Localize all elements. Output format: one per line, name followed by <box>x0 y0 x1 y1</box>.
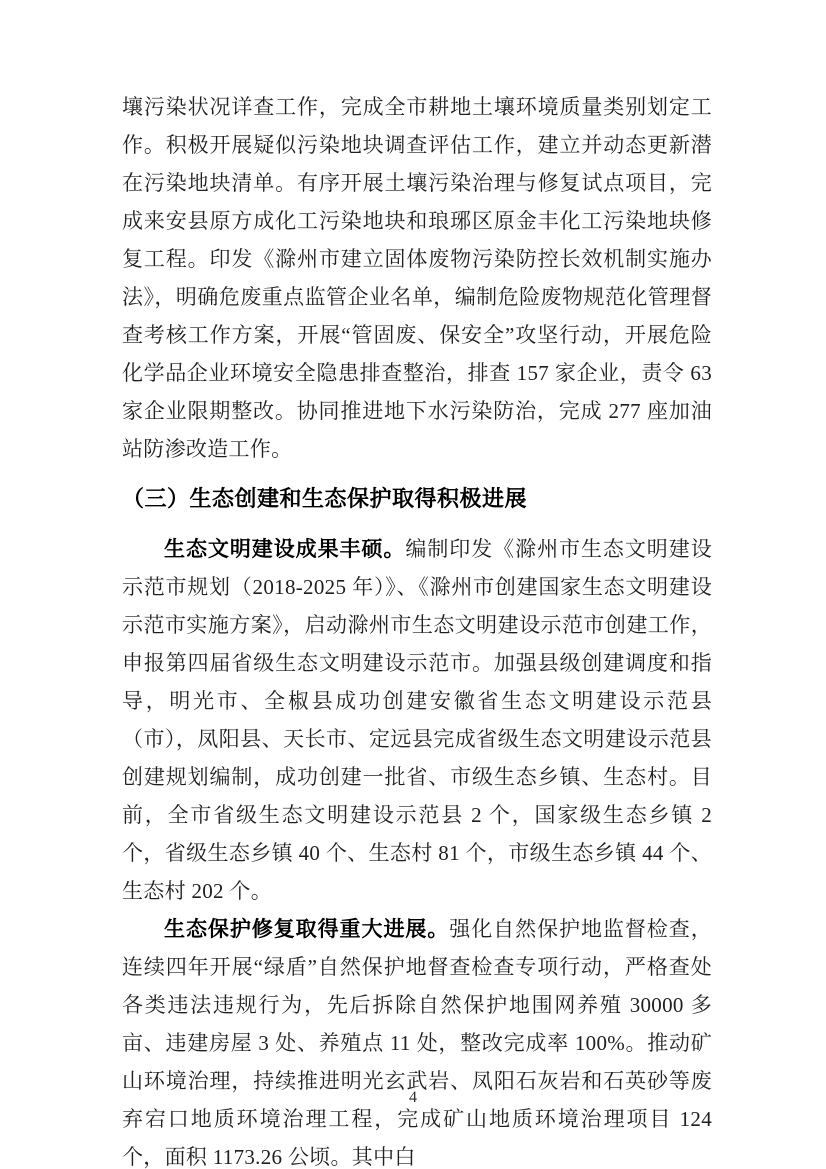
paragraph-soil-pollution-continued: 壤污染状况详查工作，完成全市耕地土壤环境质量类别划定工作。积极开展疑似污染地块调查评估工作，建立并动态更新潜在污染地块清单。有序开展土壤污染治理与修复试点项目，完成来安县原方成化工污染地块和琅琊区原金丰化工污染地块修复工程。印发《滁州市建立固体废物污染防控长效机制实施办法》，明确危废重点监管企业名单，编制危险废物规范化管理督查考核工作方案，开展“管固废、保安全”攻坚行动，开展危险化学品企业环境安全隐患排查整治，排查 157 家企业，责令 63 家企业限期整改。协同推进地下水污染防治，完成 277 座加油站防渗改造工作。 <box>122 95 712 461</box>
paragraph-lead-eco-civilization: 生态文明建设成果丰硕。 <box>164 537 406 561</box>
document-content <box>122 88 712 1169</box>
paragraph-text-eco-protection: 强化自然保护地监督检查，连续四年开展“绿盾”自然保护地督查检查专项行动，严格查处各类违法违规行为，先后拆除自然保护地围网养殖 30000 多亩、违建房屋 3 处、养殖点 11 处，整改完成率 100%。推动矿山环境治理，持续推进明光玄武岩、凤阳石灰岩和石英砂等废弃宕口地质环境治理工程，完成矿山地质环境治理项目 124 个，面积 1173.26 公顷。其中白 <box>122 917 712 1169</box>
paragraph-text-eco-civilization: 编制印发《滁州市生态文明建设示范市规划（2018-2025 年）》、《滁州市创建国家生态文明建设示范市实施方案》，启动滁州市生态文明建设示范市创建工作，申报第四届省级生态文明建设示范市。加强县级创建调度和指导，明光市、全椒县成功创建安徽省生态文明建设示范县（市），凤阳县、天长市、定远县完成省级生态文明建设示范县创建规划编制，成功创建一批省、市级生态乡镇、生态村。目前，全市省级生态文明建设示范县 2 个，国家级生态乡镇 2 个，省级生态乡镇 40 个、生态村 81 个，市级生态乡镇 44 个、生态村 202 个。 <box>122 537 712 903</box>
paragraph-eco-civilization <box>122 530 712 910</box>
page-number: 4 <box>409 1089 417 1106</box>
paragraph-eco-protection-restoration <box>122 910 712 1169</box>
paragraph-lead-eco-protection: 生态保护修复取得重大进展。 <box>164 917 450 941</box>
section-heading-eco-creation: （三）生态创建和生态保护取得积极进展 <box>122 486 528 511</box>
